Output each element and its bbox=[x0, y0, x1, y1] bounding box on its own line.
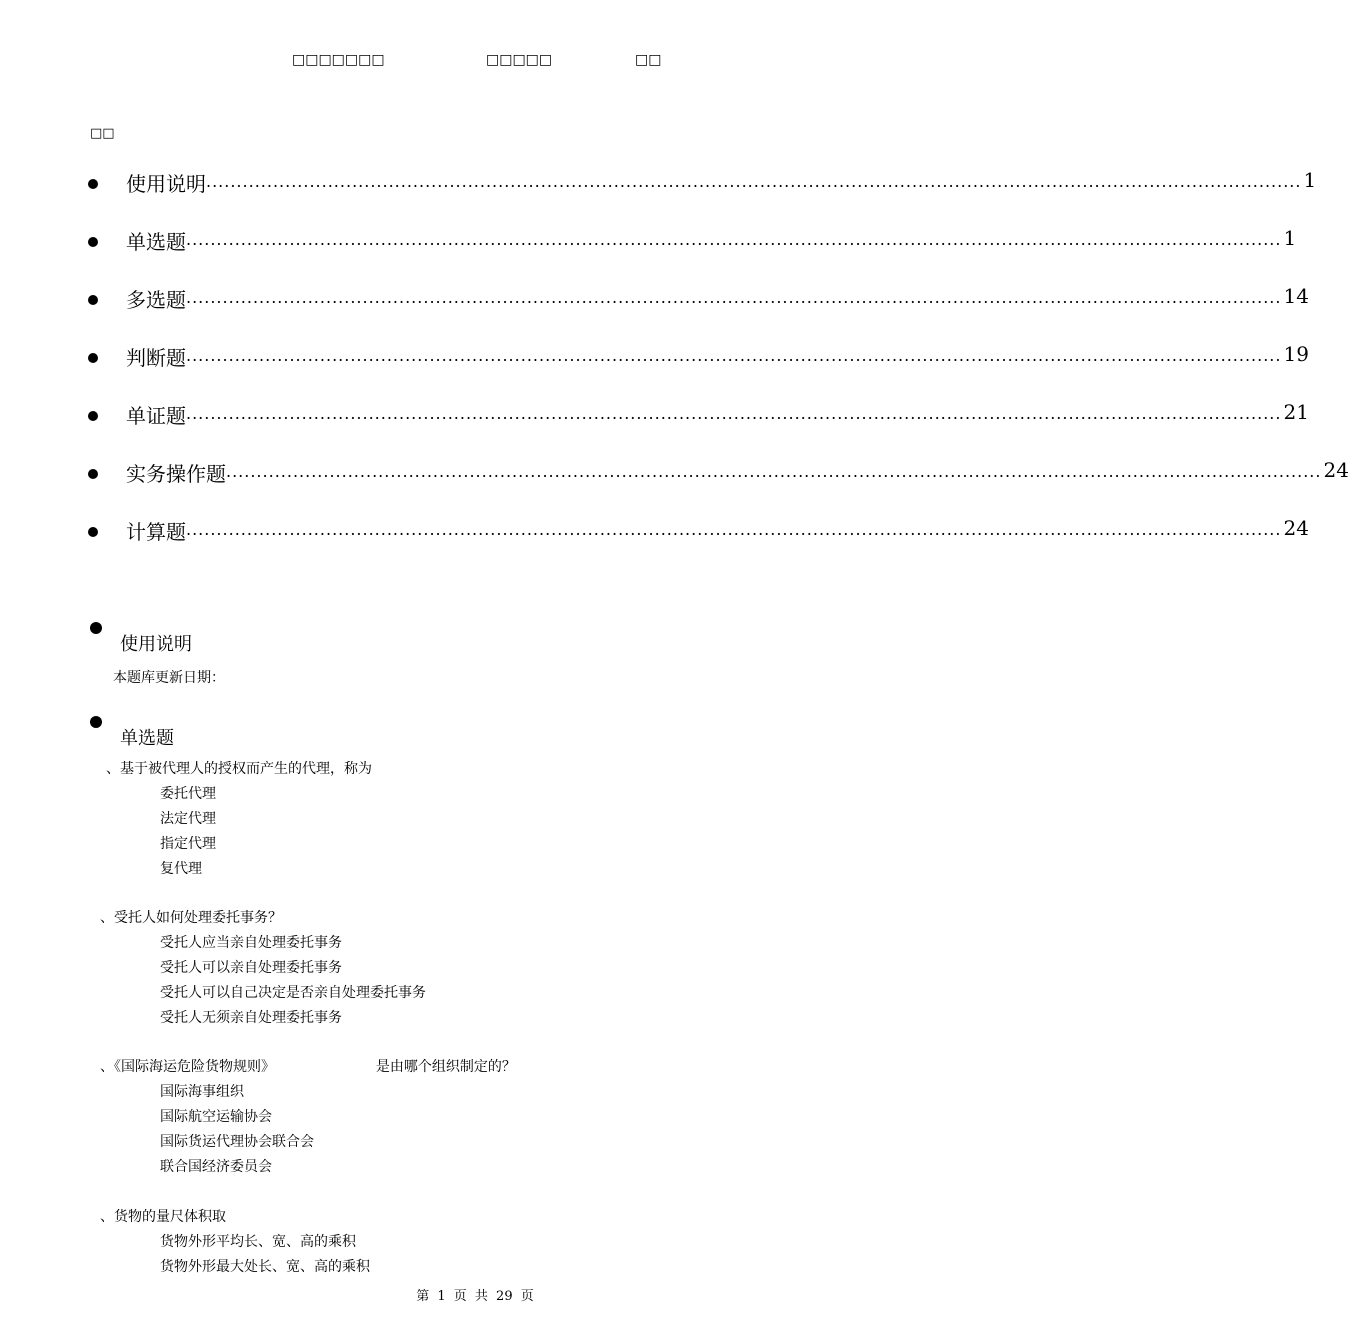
question-stem: 、基于被代理人的授权而产生的代理，称为 bbox=[106, 761, 372, 777]
toc-item-page: 14 bbox=[1283, 284, 1309, 308]
question-stem-head: 、《国际海运危险货物规则》 bbox=[100, 1059, 275, 1075]
toc-label: □□ bbox=[90, 126, 115, 141]
option: 受托人应当亲自处理委托事务 bbox=[160, 935, 342, 951]
toc-item[interactable] bbox=[88, 226, 1297, 284]
toc-item[interactable] bbox=[88, 516, 1309, 574]
question bbox=[106, 757, 372, 882]
header-middle: □□□□□ bbox=[486, 52, 553, 68]
bullet-icon bbox=[88, 411, 98, 421]
bullet-icon bbox=[88, 295, 98, 305]
toc-item-title: 实务操作题 bbox=[126, 462, 226, 486]
question-stem: 、受托人如何处理委托事务？ bbox=[100, 910, 282, 926]
bullet-icon bbox=[88, 527, 98, 537]
toc-item-page: 1 bbox=[1303, 168, 1317, 192]
dot-leader: .................................................................................................................................................................................... bbox=[186, 230, 1282, 249]
question-stem: 、货物的量尺体积取 bbox=[100, 1209, 226, 1225]
option: 复代理 bbox=[160, 861, 202, 877]
dot-leader: .................................................................................................................................................................................... bbox=[186, 346, 1282, 365]
toc-item[interactable] bbox=[88, 168, 1317, 226]
toc-item-title: 单证题 bbox=[126, 404, 186, 428]
section-heading: 使用说明 bbox=[120, 634, 192, 655]
dot-leader: .................................................................................................................................................................................... bbox=[186, 520, 1282, 539]
toc-item-title: 计算题 bbox=[126, 520, 186, 544]
toc-item-title: 使用说明 bbox=[126, 172, 206, 196]
section-heading: 单选题 bbox=[120, 728, 174, 749]
toc-item-title: 单选题 bbox=[126, 230, 186, 254]
option: 货物外形平均长、宽、高的乘积 bbox=[160, 1234, 356, 1250]
option: 受托人可以自己决定是否亲自处理委托事务 bbox=[160, 985, 426, 1001]
toc-item-title: 多选题 bbox=[126, 288, 186, 312]
option: 国际货运代理协会联合会 bbox=[160, 1134, 314, 1150]
option: 货物外形最大处长、宽、高的乘积 bbox=[160, 1259, 370, 1275]
bullet-icon bbox=[88, 237, 98, 247]
question-stem bbox=[100, 1055, 516, 1080]
dot-leader: .................................................................................................................................................................................... bbox=[226, 462, 1322, 481]
header-left: □□□□□□□ bbox=[292, 52, 385, 68]
toc-item[interactable] bbox=[88, 400, 1309, 458]
toc-item-title: 判断题 bbox=[126, 346, 186, 370]
bullet-icon bbox=[88, 353, 98, 363]
option: 法定代理 bbox=[160, 811, 216, 827]
option: 联合国经济委员会 bbox=[160, 1159, 272, 1175]
toc-item-page: 1 bbox=[1283, 226, 1297, 250]
question bbox=[100, 906, 426, 1031]
option: 委托代理 bbox=[160, 786, 216, 802]
bullet-icon bbox=[88, 179, 98, 189]
toc-item-page: 24 bbox=[1323, 458, 1349, 482]
bullet-icon bbox=[88, 469, 98, 479]
question-stem-tail: 是由哪个组织制定的？ bbox=[375, 1059, 516, 1075]
dot-leader: .................................................................................................................................................................................... bbox=[186, 404, 1282, 423]
table-of-contents bbox=[88, 168, 1349, 574]
page-footer: 第 1 页 共 29 页 bbox=[416, 1289, 534, 1304]
page-header bbox=[0, 52, 950, 72]
question bbox=[100, 1205, 370, 1280]
header-right: □□ bbox=[635, 52, 662, 68]
toc-item-page: 24 bbox=[1283, 516, 1309, 540]
toc-item[interactable] bbox=[88, 342, 1309, 400]
dot-leader: .................................................................................................................................................................................... bbox=[206, 172, 1302, 191]
option: 国际航空运输协会 bbox=[160, 1109, 272, 1125]
option: 指定代理 bbox=[160, 836, 216, 852]
toc-item[interactable] bbox=[88, 284, 1309, 342]
bullet-icon bbox=[90, 716, 102, 728]
bullet-icon bbox=[90, 622, 102, 634]
option: 受托人无须亲自处理委托事务 bbox=[160, 1010, 342, 1026]
toc-item[interactable] bbox=[88, 458, 1349, 516]
toc-item-page: 19 bbox=[1283, 342, 1309, 366]
toc-item-page: 21 bbox=[1283, 400, 1309, 424]
update-date-note: 本题库更新日期： bbox=[113, 670, 225, 686]
option: 受托人可以亲自处理委托事务 bbox=[160, 960, 342, 976]
dot-leader: .................................................................................................................................................................................... bbox=[186, 288, 1282, 307]
question bbox=[100, 1055, 516, 1180]
option: 国际海事组织 bbox=[160, 1084, 244, 1100]
